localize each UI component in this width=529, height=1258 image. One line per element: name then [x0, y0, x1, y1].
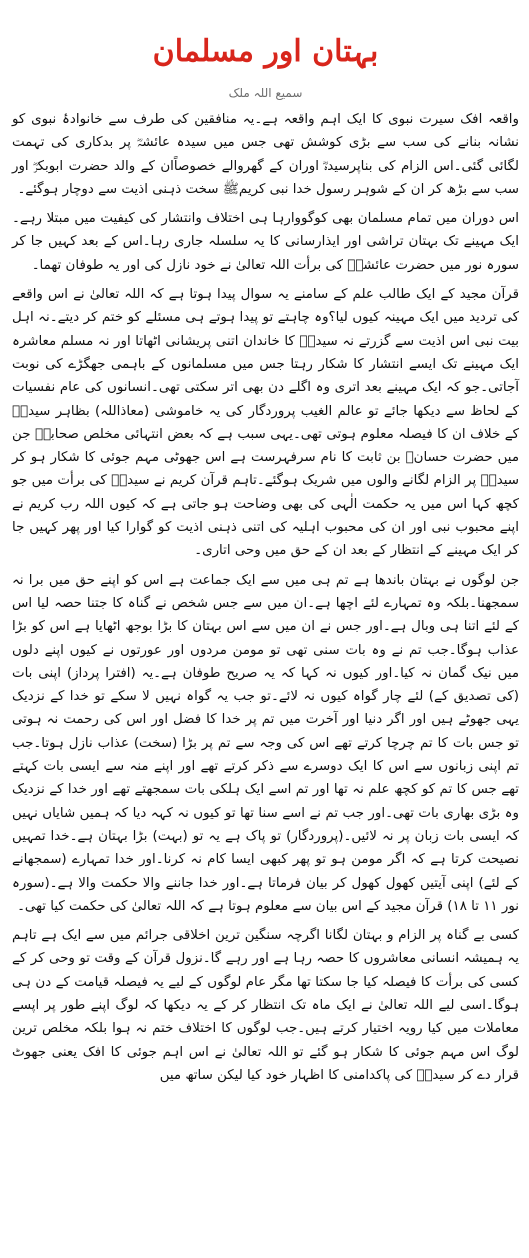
paragraph-5: کسی بے گناہ پر الزام و بہتان لگانا اگرچہ سنگین ترین اخلاقی جرائم میں سے ایک ہے تاہم یہ ہمیشہ انسانی معاشروں کا حصہ رہا ہے اور رہے گا۔نزول قرآن کے وقت تو وحی کر کے کسی کی برأت کا فیصلہ کیا جا سکتا تھا مگر عام لوگوں کے لیے یہ فیصلہ قیامت کے دن ہی ہوگا۔اسی لیے اللہ تعالیٰ نے ایک ماہ تک انتظار کر کے یہ دیکھا کہ لوگ اپنے طور پر اپسے معاملات میں کیا رویہ اختیار کرتے ہیں۔جب لوگوں کا اختلاف ختم نہ ہوا بلکہ مخلص ترین لوگ اس مہم جوئی کا شکار ہو گئے تو اللہ تعالیٰ نے اس اہم جوئی کا افک یعنی جھوٹ قرار دے کر سیدہؓ کی پاکدامنی کا اظہار خود کیا لیکن ساتھ میں [12, 928, 519, 1083]
paragraph-1: واقعہ افک سیرت نبوی کا ایک اہم واقعہ ہے۔یہ منافقین کی طرف سے خانوادۂ نبوی کو نشانہ بنانے کی سب سے بڑی کوشش تھی جس میں سیدہ عائشہؓ پر بدکاری کی تہمت لگائی گئی۔اس الزام کی بناپرسیدہؓ اوران کے گھروالے خصوصاًان کے والد حضرت ابوبکرؓ اور سب سے بڑھ کر ان کے شوہر رسول خدا نبی کریمﷺ سخت ذہنی اذیت سے دوچار ہوگئے۔ [12, 112, 519, 197]
author-name: سمیع اللہ ملک [228, 86, 303, 100]
article-body [12, 108, 519, 1087]
paragraph-2: اس دوران میں تمام مسلمان بھی کوگووارہا ہی اختلاف وانتشار کی کیفیت میں مبتلا رہے۔ایک مہینے تک بہتان تراشی اور ایذارسانی کا یہ سلسلہ جاری رہا۔اس کے بعد کہیں جا کر سورہ نور میں حضرت عائشہؓ کی برأت اللہ تعالیٰ نے خود نازل کی اور یہ طوفان تھما۔ [12, 211, 519, 273]
paragraph-4: جن لوگوں نے بہتان باندھا ہے تم ہی میں سے ایک جماعت ہے اس کو اپنے حق میں برا نہ سمجھنا۔بلکہ وہ تمہارے لئے اچھا ہے۔ان میں سے جس شخص نے گناہ کا جتنا حصہ لیا اس کے لئے اتنا ہی وبال ہے۔اور جس نے ان میں سے اس بہتان کا بڑا بوجھ اٹھایا ہے اس کو بڑا عذاب ہوگا۔جب تم نے وہ بات سنی تھی تو مومن مردوں اور عورتوں نے کیوں اپنے دلوں میں نیک گمان نہ کیا۔اور کیوں نہ کہا کہ یہ صریح طوفان ہے۔یہ (افترا پرداز) اپنی بات (کی تصدیق کے) لئے چار گواہ کیوں نہ لائے۔تو جب یہ گواہ نہیں لا سکے تو خدا کے نزدیک یہی جھوٹے ہیں اور اگر دنیا اور آخرت میں تم پر خدا کا فضل اور اس کی رحمت نہ ہوتی تو جس بات کا تم چرچا کرتے تھے اس کی وجہ سے تم پر بڑا (سخت) عذاب نازل ہوتا۔جب تم اپنی زبانوں سے اس کا ایک دوسرے سے ذکر کرتے تھے اور اپنے منہ سے ایسی بات کہتے تھے جس کا تم کو کچھ علم نہ تھا اور تم اسے ایک ہلکی بات سمجھتے تھے اور خدا کے نزدیک وہ بڑی بھاری بات تھی۔اور جب تم نے اسے سنا تھا تو کیوں نہ کہہ دیا کہ ہمیں شایاں نہیں کہ ایسی بات زبان پر نہ لائیں۔(پروردگار) تو پاک ہے یہ تو (بہت) بڑا بہتان ہے۔خدا تمہیں نصیحت کرتا ہے کہ اگر مومن ہو تو پھر کبھی ایسا کام نہ کرنا۔اور خدا تمہارے (سمجھانے کے لئے) اپنی آیتیں کھول کھول کر بیان فرماتا ہے۔اور خدا جاننے والا حکمت والا ہے۔(سورہ نور ۱۱ تا ۱۸) قرآن مجید کے اس بیان سے معلوم ہوتا ہے کہ اللہ تعالیٰ کی حکمت کیا تھی۔ [12, 572, 519, 914]
article-title: بہتان اور مسلمان [152, 34, 379, 69]
paragraph-3: قرآن مجید کے ایک طالب علم کے سامنے یہ سوال پیدا ہوتا ہے کہ اللہ تعالیٰ نے اس واقعے کی تردید میں ایک مہینہ کیوں لیا؟وہ چاہتے تو پیدا ہوتے ہی مسئلے کو ختم کر دیتے۔نہ اہل بیت نبی اس اذیت سے گزرتے نہ سیدہؓ کا خاندان اتنی پریشانی اٹھاتا اور نہ مسلم معاشرہ ایک مہینے تک ایسے انتشار کا شکار رہتا جس میں مسلمانوں کے باہمی جھگڑے کی نوبت آجاتی۔جو کہ ایک مہینے بعد اتری وہ اگلے دن بھی اتر سکتی تھی۔انسانوں کی عام نفسیات کے لحاظ سے دیکھا جائے تو عالم الغیب پروردگار کی یہ خاموشی (معاذاللہ) بظاہر سیدہؓ کے خلاف ان کا فیصلہ معلوم ہوتی تھی۔یہی سبب ہے کہ بعض انتہائی مخلص صحابہؓ جن میں حضرت حسانؓ بن ثابت کا نام سرفہرست ہے اس جھوٹی مہم جوئی کا شکار ہو کر سیدہؓ پر الزام لگانے والوں میں شریک ہوگئے۔تاہم قرآن کریم نے سیدہؓ کی برأت میں جو کچھ کہا اس میں یہ حکمت الٰہی کی بھی وضاحت ہو جاتی ہے کہ کیوں اللہ رب کریم نے اپنے محبوب نبی اور ان کی محبوب اہلیہ کی اتنی ذہنی اذیت کو گوارا کیا اور پھر کہیں جا کر ایک مہینے کے انتظار کے بعد ان کے حق میں وحی اتاری۔ [12, 287, 519, 559]
